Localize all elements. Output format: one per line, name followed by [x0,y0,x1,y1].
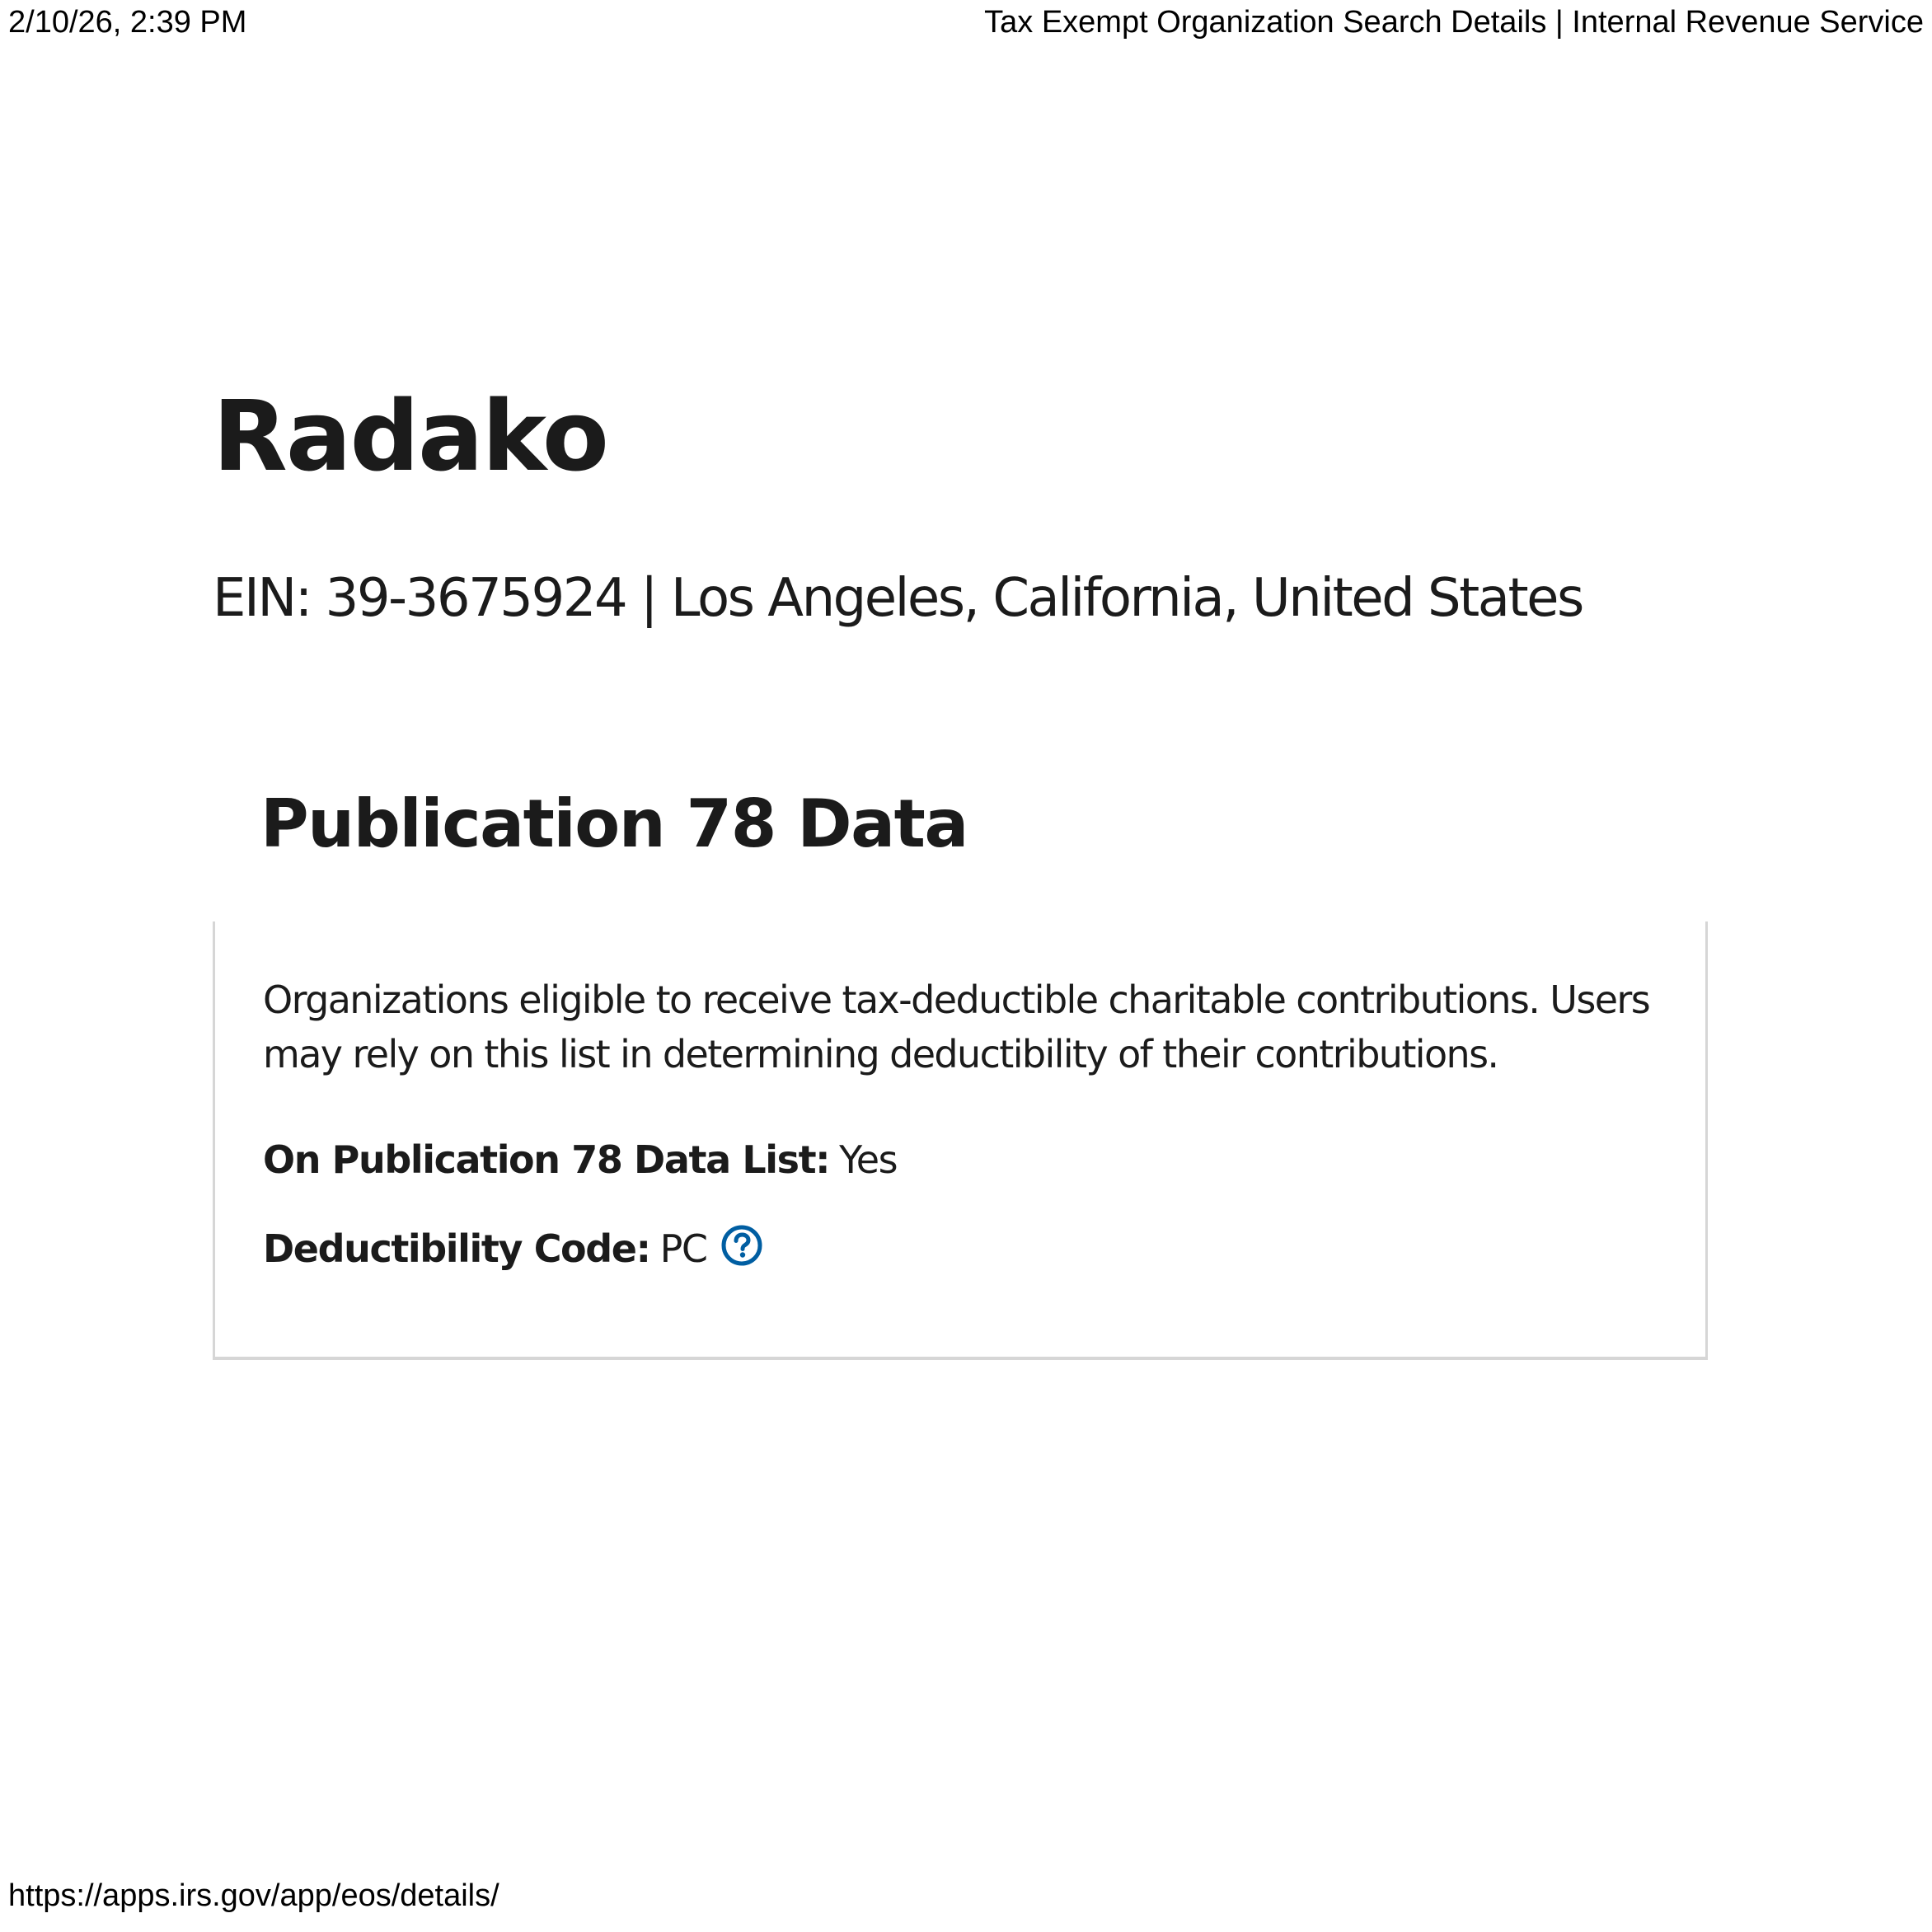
print-footer-url: https://apps.irs.gov/app/eos/details/ [8,1878,499,1913]
organization-name: Radako [213,379,607,493]
deductibility-code-row [263,1226,763,1271]
question-circle-icon[interactable] [720,1224,763,1267]
question-circle-icon-graphic [720,1224,763,1267]
on-publication78-list-row [263,1137,898,1182]
print-header-page-title: Tax Exempt Organization Search Details | Internal Revenue Service [984,5,1924,40]
publication78-card [213,921,1708,1360]
deductibility-code-label: Deductibility Code: [263,1226,650,1271]
deductibility-code-value: PC [659,1226,707,1271]
publication78-description: Organizations eligible to receive tax-deductible charitable contributions. Users may rely on this list in determining deductibility of their contributions. [263,978,1650,1076]
print-header-datetime: 2/10/26, 2:39 PM [8,5,247,40]
publication78-heading: Publication 78 Data [260,785,968,862]
on-publication78-list-value: Yes [839,1137,898,1182]
on-publication78-list-label: On Publication 78 Data List: [263,1137,830,1182]
organization-ein-location: EIN: 39-3675924 | Los Angeles, California, United States [213,568,1583,629]
